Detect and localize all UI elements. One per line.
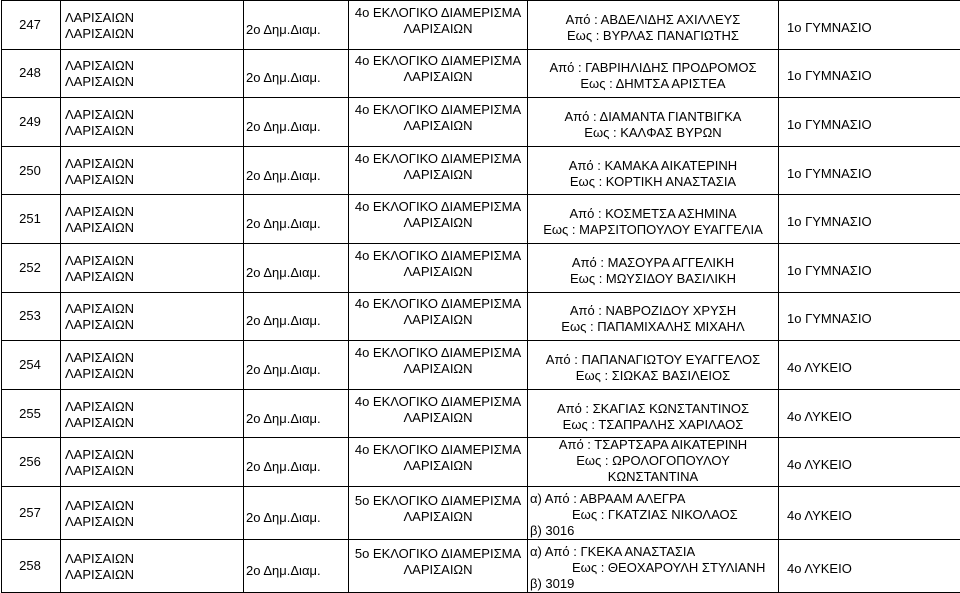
table-row [2,243,960,292]
voter-range-text: Από : ΠΑΠΑΝΑΓΙΩΤΟΥ ΕΥΑΓΓΕΛΟΣ [528,352,778,368]
row-number-text: 255 [2,406,58,422]
municipality-cell [61,292,244,341]
table-row [2,539,960,592]
municipality-text: ΛΑΡΙΣΑΙΩΝ [65,366,243,382]
municipal-unit-text: 2ο Δημ.Διαμ. [246,119,348,135]
electoral-district-text: 4ο ΕΚΛΟΓΙΚΟ ΔΙΑΜΕΡΙΣΜΑ [349,199,527,215]
voter-range-text: Από : ΣΚΑΓΙΑΣ ΚΩΝΣΤΑΝΤΙΝΟΣ [528,401,778,417]
polling-location-text: 1ο ΓΥΜΝΑΣΙΟ [787,214,960,230]
polling-location-text: 1ο ΓΥΜΝΑΣΙΟ [787,20,960,36]
polling-location-cell [779,1,960,50]
municipality-text: ΛΑΡΙΣΑΙΩΝ [65,172,243,188]
municipal-unit-text: 2ο Δημ.Διαμ. [246,411,348,427]
electoral-district-text: 4ο ΕΚΛΟΓΙΚΟ ΔΙΑΜΕΡΙΣΜΑ [349,102,527,118]
polling-location-cell [779,195,960,244]
municipal-unit-cell [244,98,349,147]
polling-location-text: 1ο ΓΥΜΝΑΣΙΟ [787,263,960,279]
row-number-text: 253 [2,308,58,324]
municipality-text: ΛΑΡΙΣΑΙΩΝ [65,253,243,269]
electoral-district-text: ΛΑΡΙΣΑΙΩΝ [349,215,527,231]
electoral-district-text: ΛΑΡΙΣΑΙΩΝ [349,562,527,578]
municipal-unit-cell [244,341,349,390]
voter-range-cell [528,389,779,438]
row-number [2,49,61,98]
municipality-text: ΛΑΡΙΣΑΙΩΝ [65,551,243,567]
municipality-text: ΛΑΡΙΣΑΙΩΝ [65,10,243,26]
voter-range-cell [528,539,779,592]
municipal-unit-text: 2ο Δημ.Διαμ. [246,22,348,38]
table-row [2,438,960,487]
row-number-text: 250 [2,163,58,179]
municipality-text: ΛΑΡΙΣΑΙΩΝ [65,74,243,90]
municipality-cell [61,98,244,147]
voter-range-cell [528,292,779,341]
municipal-unit-text: 2ο Δημ.Διαμ. [246,459,348,475]
polling-location-text: 4ο ΛΥΚΕΙΟ [787,360,960,376]
voter-range-text: Εως : ΤΣΑΠΡΑΛΗΣ ΧΑΡΙΛΑΟΣ [528,417,778,433]
voter-range-text: Από : ΔΙΑΜΑΝΤΑ ΓΙΑΝΤΒΙΓΚΑ [528,109,778,125]
polling-location-cell [779,146,960,195]
voter-range-cell [528,341,779,390]
voter-range-text: Εως : ΜΩΥΣΙΔΟΥ ΒΑΣΙΛΙΚΗ [528,271,778,287]
polling-location-text: 4ο ΛΥΚΕΙΟ [787,409,960,425]
municipality-text: ΛΑΡΙΣΑΙΩΝ [65,399,243,415]
row-number [2,539,61,592]
polling-location-text: 4ο ΛΥΚΕΙΟ [787,561,960,577]
municipality-text: ΛΑΡΙΣΑΙΩΝ [65,514,243,530]
table-row [2,146,960,195]
voter-range-text: Εως : ΒΥΡΛΑΣ ΠΑΝΑΓΙΩΤΗΣ [528,28,778,44]
voter-range-text: α) Από : ΑΒΡΑΑΜ ΑΛΕΓΡΑ [530,491,778,507]
municipal-unit-cell [244,438,349,487]
voter-range-cell [528,98,779,147]
municipality-text: ΛΑΡΙΣΑΙΩΝ [65,269,243,285]
electoral-district-text: ΛΑΡΙΣΑΙΩΝ [349,21,527,37]
voter-range-text: Εως : ΩΡΟΛΟΓΟΠΟΥΛΟΥ [528,453,778,469]
electoral-district-text: 4ο ΕΚΛΟΓΙΚΟ ΔΙΑΜΕΡΙΣΜΑ [349,248,527,264]
electoral-district-cell [349,438,528,487]
voter-range-cell [528,49,779,98]
municipality-text: ΛΑΡΙΣΑΙΩΝ [65,463,243,479]
municipality-cell [61,389,244,438]
municipality-text: ΛΑΡΙΣΑΙΩΝ [65,123,243,139]
electoral-district-text: ΛΑΡΙΣΑΙΩΝ [349,361,527,377]
municipality-text: ΛΑΡΙΣΑΙΩΝ [65,415,243,431]
municipality-cell [61,49,244,98]
voter-range-text: Από : ΜΑΣΟΥΡΑ ΑΓΓΕΛΙΚΗ [528,255,778,271]
row-number-text: 249 [2,114,58,130]
municipal-unit-text: 2ο Δημ.Διαμ. [246,510,348,526]
polling-location-cell [779,292,960,341]
row-number [2,146,61,195]
municipality-text: ΛΑΡΙΣΑΙΩΝ [65,350,243,366]
table-body [2,1,960,593]
electoral-district-cell [349,195,528,244]
row-number-text: 251 [2,211,58,227]
electoral-district-text: ΛΑΡΙΣΑΙΩΝ [349,118,527,134]
row-number [2,341,61,390]
municipality-cell [61,486,244,539]
row-number-text: 256 [2,454,58,470]
municipal-unit-cell [244,292,349,341]
municipality-text: ΛΑΡΙΣΑΙΩΝ [65,301,243,317]
table-row [2,49,960,98]
municipality-cell [61,1,244,50]
voter-range-text: Από : ΤΣΑΡΤΣΑΡΑ ΑΙΚΑΤΕΡΙΝΗ [528,438,778,453]
row-number [2,292,61,341]
voter-range-text: Εως : ΣΙΩΚΑΣ ΒΑΣΙΛΕΙΟΣ [528,368,778,384]
voter-range-cell [528,438,779,487]
electoral-district-cell [349,146,528,195]
municipality-text: ΛΑΡΙΣΑΙΩΝ [65,317,243,333]
voter-range-text: β) 3016 [530,523,778,539]
electoral-district-cell [349,243,528,292]
table-row [2,1,960,50]
row-number [2,243,61,292]
row-number-text: 252 [2,260,58,276]
voter-range-text: α) Από : ΓΚΕΚΑ ΑΝΑΣΤΑΣΙΑ [530,544,778,560]
voter-range-text: Από : ΑΒΔΕΛΙΔΗΣ ΑΧΙΛΛΕΥΣ [528,12,778,28]
row-number-text: 258 [2,558,58,574]
municipal-unit-cell [244,389,349,438]
polling-location-text: 4ο ΛΥΚΕΙΟ [787,457,960,473]
table-row [2,389,960,438]
municipality-cell [61,243,244,292]
electoral-district-cell [349,539,528,592]
row-number [2,438,61,487]
polling-location-cell [779,341,960,390]
polling-location-cell [779,389,960,438]
voter-range-text: Εως : ΘΕΟΧΑΡΟΥΛΗ ΣΤΥΛΙΑΝΗ [530,560,778,576]
voter-range-text: Εως : ΓΚΑΤΖΙΑΣ ΝΙΚΟΛΑΟΣ [530,507,778,523]
municipal-unit-text: 2ο Δημ.Διαμ. [246,313,348,329]
municipality-text: ΛΑΡΙΣΑΙΩΝ [65,447,243,463]
electoral-district-text: ΛΑΡΙΣΑΙΩΝ [349,312,527,328]
polling-stations-table [1,0,960,593]
electoral-district-text: ΛΑΡΙΣΑΙΩΝ [349,69,527,85]
electoral-district-text: ΛΑΡΙΣΑΙΩΝ [349,458,527,474]
polling-location-text: 1ο ΓΥΜΝΑΣΙΟ [787,311,960,327]
municipal-unit-text: 2ο Δημ.Διαμ. [246,216,348,232]
municipality-cell [61,539,244,592]
voter-range-cell [528,195,779,244]
electoral-district-text: 4ο ΕΚΛΟΓΙΚΟ ΔΙΑΜΕΡΙΣΜΑ [349,151,527,167]
polling-location-cell [779,49,960,98]
electoral-district-cell [349,486,528,539]
municipality-cell [61,195,244,244]
electoral-district-cell [349,49,528,98]
electoral-district-text: ΛΑΡΙΣΑΙΩΝ [349,264,527,280]
voter-range-text: Από : ΚΑΜΑΚΑ ΑΙΚΑΤΕΡΙΝΗ [528,158,778,174]
municipality-text: ΛΑΡΙΣΑΙΩΝ [65,567,243,583]
polling-location-text: 4ο ΛΥΚΕΙΟ [787,508,960,524]
municipal-unit-cell [244,539,349,592]
municipality-text: ΛΑΡΙΣΑΙΩΝ [65,220,243,236]
municipal-unit-cell [244,195,349,244]
voter-range-text: Από : ΝΑΒΡΟΖΙΔΟΥ ΧΡΥΣΗ [528,303,778,319]
voter-range-cell [528,1,779,50]
voter-range-cell [528,486,779,539]
municipal-unit-cell [244,49,349,98]
municipal-unit-cell [244,146,349,195]
electoral-district-cell [349,292,528,341]
municipality-text: ΛΑΡΙΣΑΙΩΝ [65,498,243,514]
row-number-text: 248 [2,65,58,81]
municipality-text: ΛΑΡΙΣΑΙΩΝ [65,58,243,74]
table-row [2,292,960,341]
electoral-district-text: 5ο ΕΚΛΟΓΙΚΟ ΔΙΑΜΕΡΙΣΜΑ [349,546,527,562]
row-number [2,486,61,539]
polling-location-cell [779,243,960,292]
municipal-unit-cell [244,243,349,292]
electoral-district-text: ΛΑΡΙΣΑΙΩΝ [349,410,527,426]
electoral-district-text: 4ο ΕΚΛΟΓΙΚΟ ΔΙΑΜΕΡΙΣΜΑ [349,394,527,410]
municipal-unit-cell [244,1,349,50]
polling-location-cell [779,539,960,592]
electoral-district-text: 4ο ΕΚΛΟΓΙΚΟ ΔΙΑΜΕΡΙΣΜΑ [349,5,527,21]
municipality-cell [61,146,244,195]
voter-range-text: β) 3019 [530,576,778,592]
voter-range-text: Εως : ΜΑΡΣΙΤΟΠΟΥΛΟΥ ΕΥΑΓΓΕΛΙΑ [528,222,778,238]
voter-range-text: Από : ΓΑΒΡΙΗΛΙΔΗΣ ΠΡΟΔΡΟΜΟΣ [528,60,778,76]
voter-range-text: ΚΩΝΣΤΑΝΤΙΝΑ [528,469,778,485]
voter-range-text: Από : ΚΟΣΜΕΤΣΑ ΑΣΗΜΙΝΑ [528,206,778,222]
voter-range-text: Εως : ΔΗΜΤΣΑ ΑΡΙΣΤΕΑ [528,76,778,92]
table-row [2,195,960,244]
electoral-district-cell [349,389,528,438]
voter-range-text: Εως : ΚΑΛΦΑΣ ΒΥΡΩΝ [528,125,778,141]
municipality-text: ΛΑΡΙΣΑΙΩΝ [65,107,243,123]
polling-location-cell [779,438,960,487]
voter-range-cell [528,146,779,195]
polling-location-text: 1ο ΓΥΜΝΑΣΙΟ [787,68,960,84]
municipality-text: ΛΑΡΙΣΑΙΩΝ [65,156,243,172]
municipal-unit-cell [244,486,349,539]
row-number-text: 257 [2,505,58,521]
polling-location-cell [779,486,960,539]
municipality-cell [61,438,244,487]
row-number-text: 247 [2,17,58,33]
electoral-district-text: 4ο ΕΚΛΟΓΙΚΟ ΔΙΑΜΕΡΙΣΜΑ [349,345,527,361]
electoral-district-text: ΛΑΡΙΣΑΙΩΝ [349,509,527,525]
municipality-text: ΛΑΡΙΣΑΙΩΝ [65,204,243,220]
voter-range-cell [528,243,779,292]
row-number [2,389,61,438]
polling-location-text: 1ο ΓΥΜΝΑΣΙΟ [787,117,960,133]
polling-location-cell [779,98,960,147]
municipal-unit-text: 2ο Δημ.Διαμ. [246,265,348,281]
municipal-unit-text: 2ο Δημ.Διαμ. [246,70,348,86]
polling-location-text: 1ο ΓΥΜΝΑΣΙΟ [787,166,960,182]
electoral-district-text: 4ο ΕΚΛΟΓΙΚΟ ΔΙΑΜΕΡΙΣΜΑ [349,53,527,69]
table-row [2,341,960,390]
row-number [2,98,61,147]
electoral-district-text: 5ο ΕΚΛΟΓΙΚΟ ΔΙΑΜΕΡΙΣΜΑ [349,493,527,509]
row-number [2,195,61,244]
municipality-cell [61,341,244,390]
row-number-text: 254 [2,357,58,373]
municipal-unit-text: 2ο Δημ.Διαμ. [246,362,348,378]
municipality-text: ΛΑΡΙΣΑΙΩΝ [65,26,243,42]
municipal-unit-text: 2ο Δημ.Διαμ. [246,168,348,184]
row-number [2,1,61,50]
table-row [2,98,960,147]
electoral-district-cell [349,1,528,50]
municipal-unit-text: 2ο Δημ.Διαμ. [246,563,348,579]
voter-range-text: Εως : ΚΟΡΤΙΚΗ ΑΝΑΣΤΑΣΙΑ [528,174,778,190]
electoral-district-cell [349,98,528,147]
electoral-district-cell [349,341,528,390]
table-row [2,486,960,539]
electoral-district-text: 4ο ΕΚΛΟΓΙΚΟ ΔΙΑΜΕΡΙΣΜΑ [349,296,527,312]
electoral-district-text: 4ο ΕΚΛΟΓΙΚΟ ΔΙΑΜΕΡΙΣΜΑ [349,442,527,458]
electoral-district-text: ΛΑΡΙΣΑΙΩΝ [349,167,527,183]
voter-range-text: Εως : ΠΑΠΑΜΙΧΑΛΗΣ ΜΙΧΑΗΛ [528,319,778,335]
